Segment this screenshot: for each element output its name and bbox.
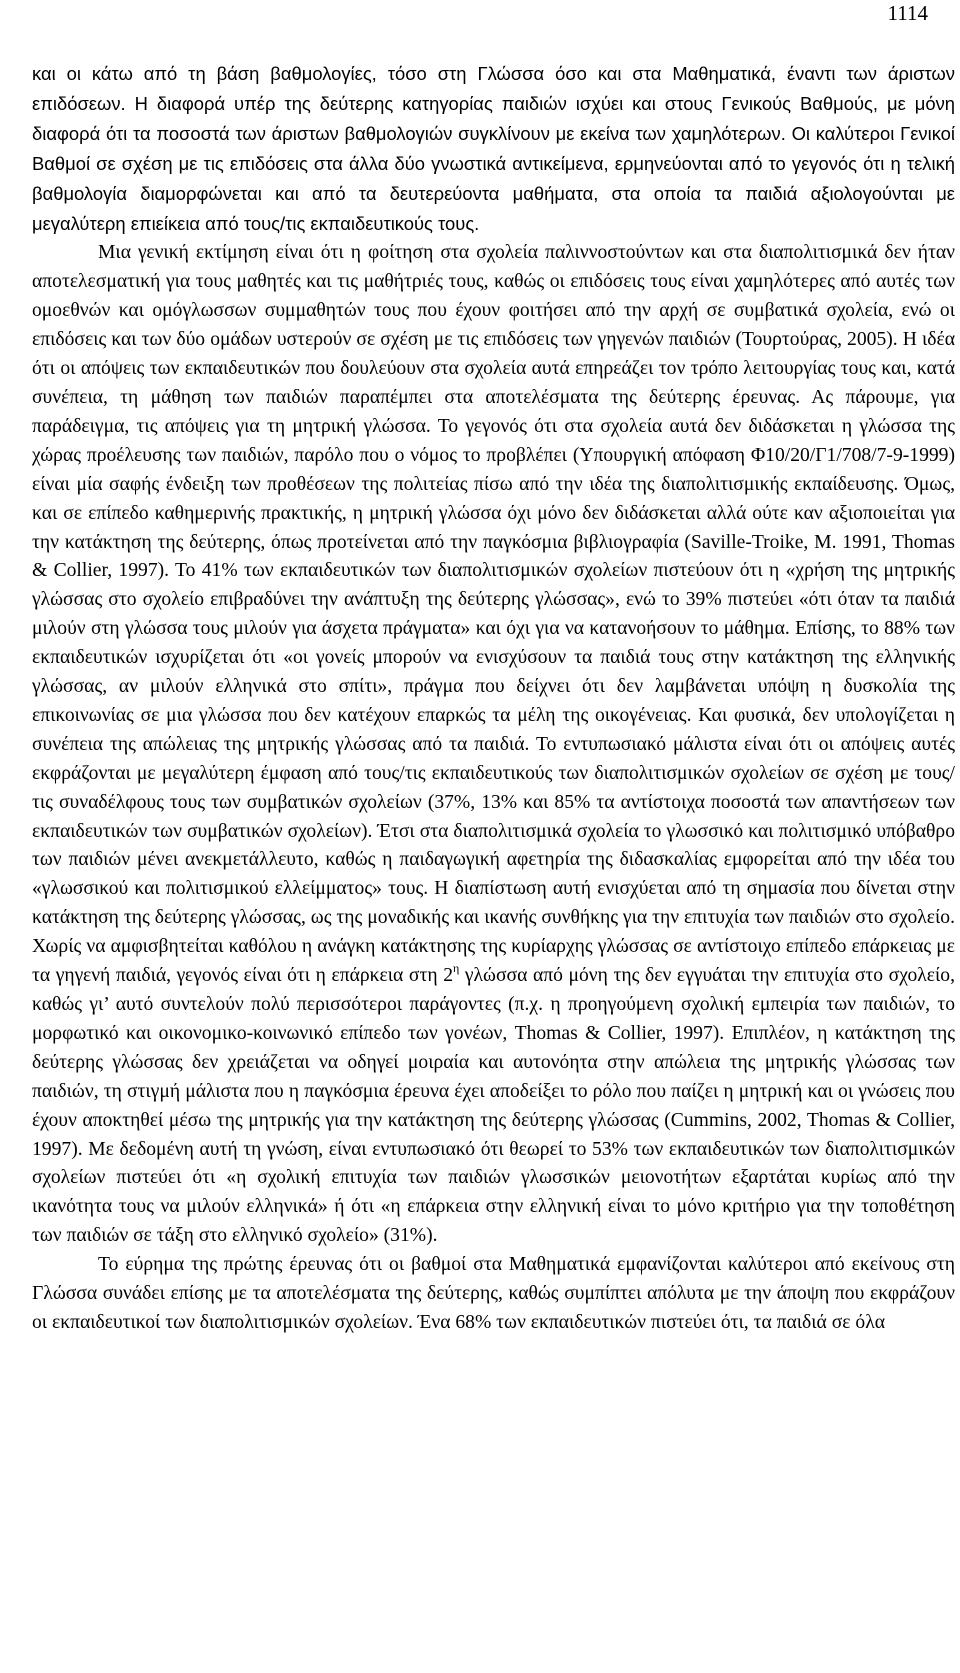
- paragraph-mathematics-finding: [32, 1251, 955, 1338]
- paragraph-text: γλώσσα από μόνη της δεν εγγυάται την επιτυχία στο σχολείο, καθώς γι’ αυτό συντελούν πολύ περισσότεροι παράγοντες (π.χ. η προηγούμενη σχολική εμπειρία των παιδιών, το μορφωτικό και οικονομικο-κοινωνικό επίπεδο των γονέων, Thomas & Collier, 1997). Επιπλέον, η κατάκτηση της δεύτερης γλώσσας δεν χρειάζεται να οδηγεί μοιραία και αυτονόητα στην απώλεια της μητρικής γλώσσας των παιδιών, τη στιγμή μάλιστα που η παγκόσμια έρευνα έχει αποδείξει το ρόλο που παίζει η μητρική και οι γνώσεις που έχουν αποκτηθεί μέσω της μητρικής για την κατάκτηση της δεύτερης γλώσσας (Cummins, 2002, Thomas & Collier, 1997). Με δεδομένη αυτή τη γνώση, είναι εντυπωσιακό ότι θεωρεί το 53% των εκπαιδευτικών των διαπολιτισμικών σχολείων πιστεύει ότι «η σχολική επιτυχία των παιδιών γλωσσικών μειονοτήτων εξαρτάται κυρίως από την ικανότητα τους να μιλούν ελληνικά» ή ότι «η επάρκεια στην ελληνική είναι το μόνο κριτήριο για την τοποθέτηση των παιδιών σε τάξη στο ελληνικό σχολείο» (31%).: [32, 965, 955, 1247]
- paragraph-text: Το εύρημα της πρώτης έρευνας ότι οι βαθμοί στα Μαθηματικά εμφανίζονται καλύτεροι από εκείνους στη Γλώσσα συνάδει επίσης με τα αποτελέσματα της δεύτερης, καθώς συμπίπτει απόλυτα με την άποψη που εκφράζουν οι εκπαιδευτικοί των διαπολιτισμικών σχολείων. Ένα 68% των εκπαιδευτικών πιστεύει ότι, τα παιδιά σε όλα: [32, 1254, 955, 1333]
- paragraph-continuation: [32, 60, 955, 239]
- ordinal-superscript: η: [453, 961, 460, 976]
- page-number: 1114: [887, 1, 928, 25]
- paragraph-text: και οι κάτω από τη βάση βαθμολογίες, τόσο στη Γλώσσα όσο και στα Μαθηματικά, έναντι των άριστων επιδόσεων. Η διαφορά υπέρ της δεύτερης κατηγορίας παιδιών ισχύει και στους Γενικούς Βαθμούς, με μόνη διαφορά ότι τα ποσοστά των άριστων βαθμολογιών συγκλίνουν με εκείνα των χαμηλότερων. Οι καλύτεροι Γενικοί Βαθμοί σε σχέση με τις επιδόσεις στα άλλα δύο γνωστικά αντικείμενα, ερμηνεύονται από το γεγονός ότι η τελική βαθμολογία διαμορφώνεται και από τα δευτερεύοντα μαθήματα, στα οποία τα παιδιά αξιολογούνται με μεγαλύτερη επιείκεια από τους/τις εκπαιδευτικούς τους.: [32, 63, 955, 234]
- document-body: [32, 60, 955, 1338]
- paragraph-evaluation: [32, 239, 955, 1251]
- paragraph-text: Μια γενική εκτίμηση είναι ότι η φοίτηση στα σχολεία παλιννοστούντων και στα διαπολιτισμικά δεν ήταν αποτελεσματική για τους μαθητές και τις μαθήτριές τους, καθώς οι επιδόσεις τους είναι χαμηλότερες από αυτές των ομοεθνών και ομόγλωσσων συμμαθητών τους που έχουν φοιτήσει από την αρχή σε συμβατικά σχολεία, ενώ οι επιδόσεις και των δύο ομάδων υστερούν σε σχέση με τις επιδόσεις των γηγενών παιδιών (Τουρτούρας, 2005). Η ιδέα ότι οι απόψεις των εκπαιδευτικών που δουλεύουν στα σχολεία αυτά επηρεάζει τον τρόπο λειτουργίας τους και, κατά συνέπεια, τη μάθηση των παιδιών παραπέμπει στα αποτελέσματα της δεύτερης έρευνας. Ας πάρουμε, για παράδειγμα, τις απόψεις για τη μητρική γλώσσα. Το γεγονός ότι στα σχολεία αυτά δεν διδάσκεται η γλώσσα της χώρας προέλευσης των παιδιών, παρόλο που ο νόμος το προβλέπει (Υπουργική απόφαση Φ10/20/Γ1/708/7-9-1999) είναι μία σαφής ένδειξη των προθέσεων της πολιτείας πίσω από την ιδέα της διαπολιτισμικής εκπαίδευσης. Όμως, και σε επίπεδο καθημερινής πρακτικής, η μητρική γλώσσα όχι μόνο δεν διδάσκεται αλλά ούτε καν αξιοποιείται για την κατάκτηση της δεύτερης, όπως προτείνεται από την παγκόσμια βιβλιογραφία (Saville-Troike, M. 1991, Thomas & Collier, 1997). Το 41% των εκπαιδευτικών των διαπολιτισμικών σχολείων πιστεύουν ότι η «χρήση της μητρικής γλώσσας στο σχολείο επιβραδύνει την ανάπτυξη της δεύτερης γλώσσας», ενώ το 39% πιστεύει «ότι όταν τα παιδιά μιλούν στη γλώσσα τους μιλούν για άσχετα πράγματα» και όχι για να κατανοήσουν το μάθημα. Επίσης, το 88% των εκπαιδευτικών ισχυρίζεται ότι «οι γονείς μπορούν να ενισχύσουν τα παιδιά τους στην κατάκτηση της ελληνικής γλώσσας, αν μιλούν ελληνικά στο σπίτι», πράγμα που δείχνει ότι δεν λαμβάνεται υπόψη η δυσκολία της επικοινωνίας σε μια γλώσσα που δεν κατέχουν επαρκώς τα μέλη της οικογένειας. Και φυσικά, δεν υπολογίζεται η συνέπεια της απώλειας της μητρικής γλώσσας από τα παιδιά. Το εντυπωσιακό μάλιστα είναι ότι οι απόψεις αυτές εκφράζονται με μεγαλύτερη έμφαση από τους/τις εκπαιδευτικούς των διαπολιτισμικών σχολείων σε σχέση με τους/τις συναδέλφους τους των συμβατικών σχολείων (37%, 13% και 85% τα αντίστοιχα ποσοστά των απαντήσεων των εκπαιδευτικών των συμβατικών σχολείων). Έτσι στα διαπολιτισμικά σχολεία το γλωσσικό και πολιτισμικό υπόβαθρο των παιδιών μένει ανεκμετάλλευτο, καθώς η παιδαγωγική αφετηρία της διδασκαλίας εμφορείται από την ιδέα του «γλωσσικού και πολιτισμικού ελλείμματος» τους. Η διαπίστωση αυτή ενισχύεται από τη σημασία που δίνεται στην κατάκτηση της δεύτερης γλώσσας, ως της μοναδικής και ικανής συνθήκης για την επιτυχία των παιδιών στο σχολείο. Χωρίς να αμφισβητείται καθόλου η ανάγκη κατάκτησης της κυρίαρχης γλώσσας σε αντίστοιχο επίπεδο επάρκειας με τα γηγενή παιδιά, γεγονός είναι ότι η επάρκεια στη 2: [32, 242, 955, 987]
